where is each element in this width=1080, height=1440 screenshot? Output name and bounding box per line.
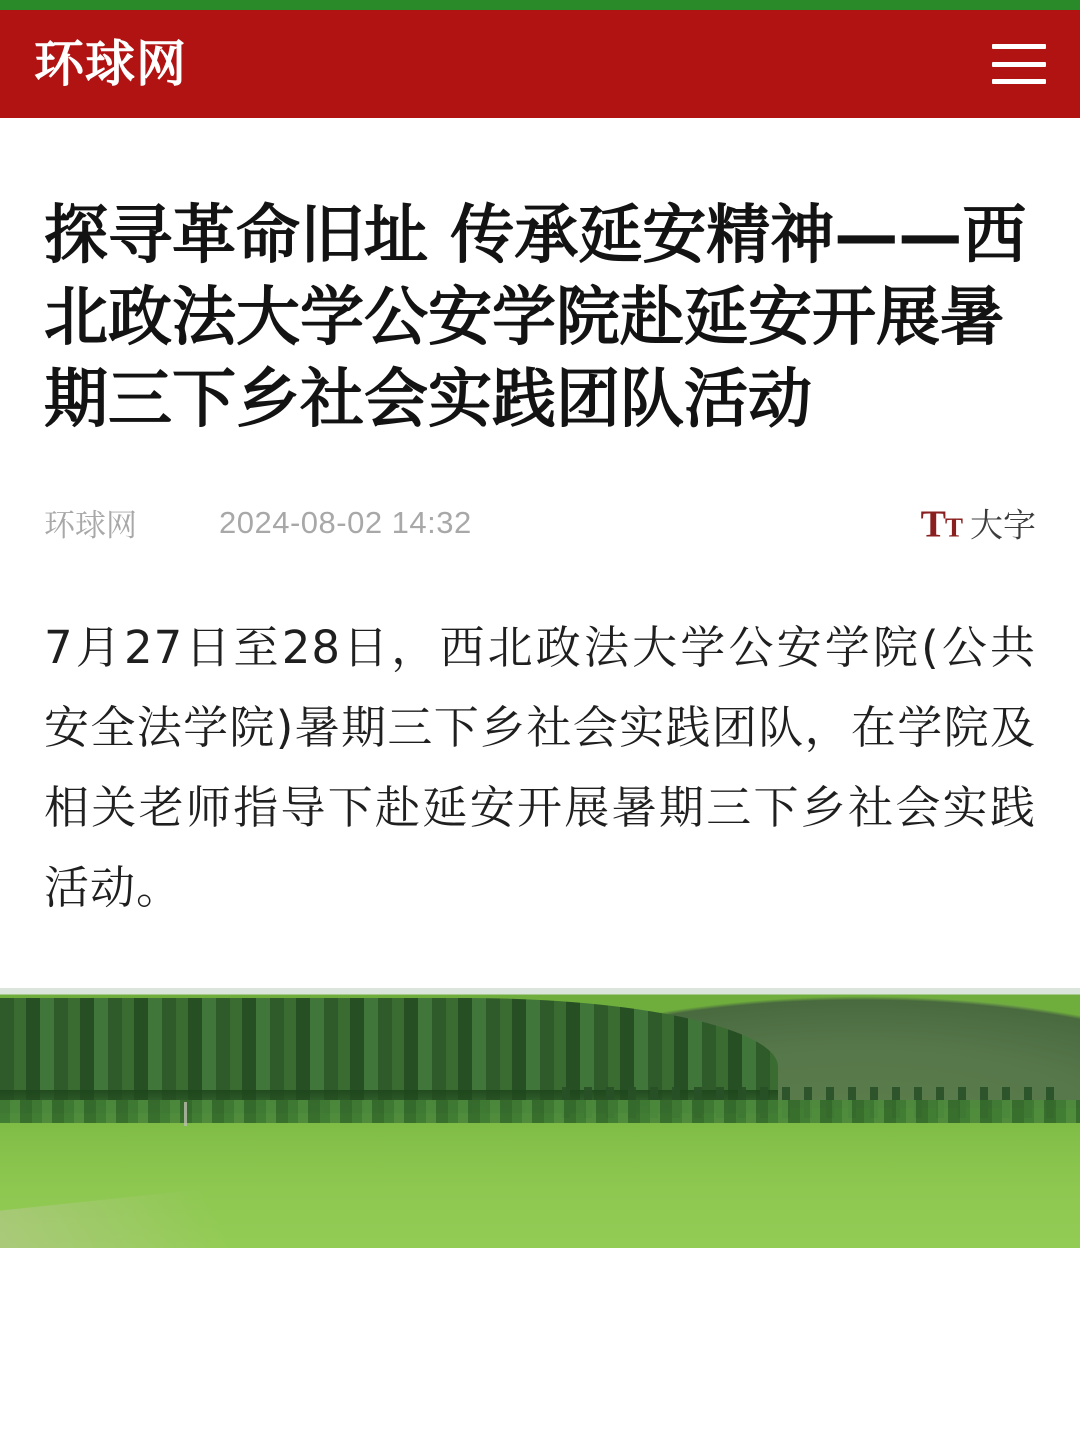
- article-paragraph: 7月27日至28日，西北政法大学公安学院(公共安全法学院)暑期三下乡社会实践团队，在学院及相关老师指导下赴延安开展暑期三下乡社会实践活动。: [44, 620, 1036, 914]
- top-accent-strip: [0, 0, 1080, 10]
- utility-pole: [184, 1102, 187, 1125]
- menu-line-1: [992, 44, 1046, 49]
- article-meta: [44, 500, 1036, 546]
- hamburger-menu-icon[interactable]: [992, 44, 1046, 84]
- article-container: [0, 196, 1080, 928]
- article-source: 环球网: [44, 508, 137, 544]
- text-size-icon: TT: [920, 503, 962, 546]
- landscape-photo: [0, 988, 1080, 1248]
- article-image: [0, 988, 1080, 1248]
- hedgerow: [0, 1100, 1080, 1123]
- site-logo[interactable]: 环球网: [34, 35, 187, 93]
- site-header: [0, 10, 1080, 118]
- menu-line-2: [992, 62, 1046, 67]
- font-size-label: 大字: [970, 505, 1036, 545]
- article-timestamp: 2024-08-02 14:32: [219, 504, 472, 540]
- menu-line-3: [992, 79, 1046, 84]
- page-title: 探寻革命旧址 传承延安精神——西北政法大学公安学院赴延安开展暑期三下乡社会实践团队活动: [44, 199, 1027, 437]
- dirt-path: [0, 1177, 327, 1248]
- font-size-button[interactable]: [921, 499, 1036, 546]
